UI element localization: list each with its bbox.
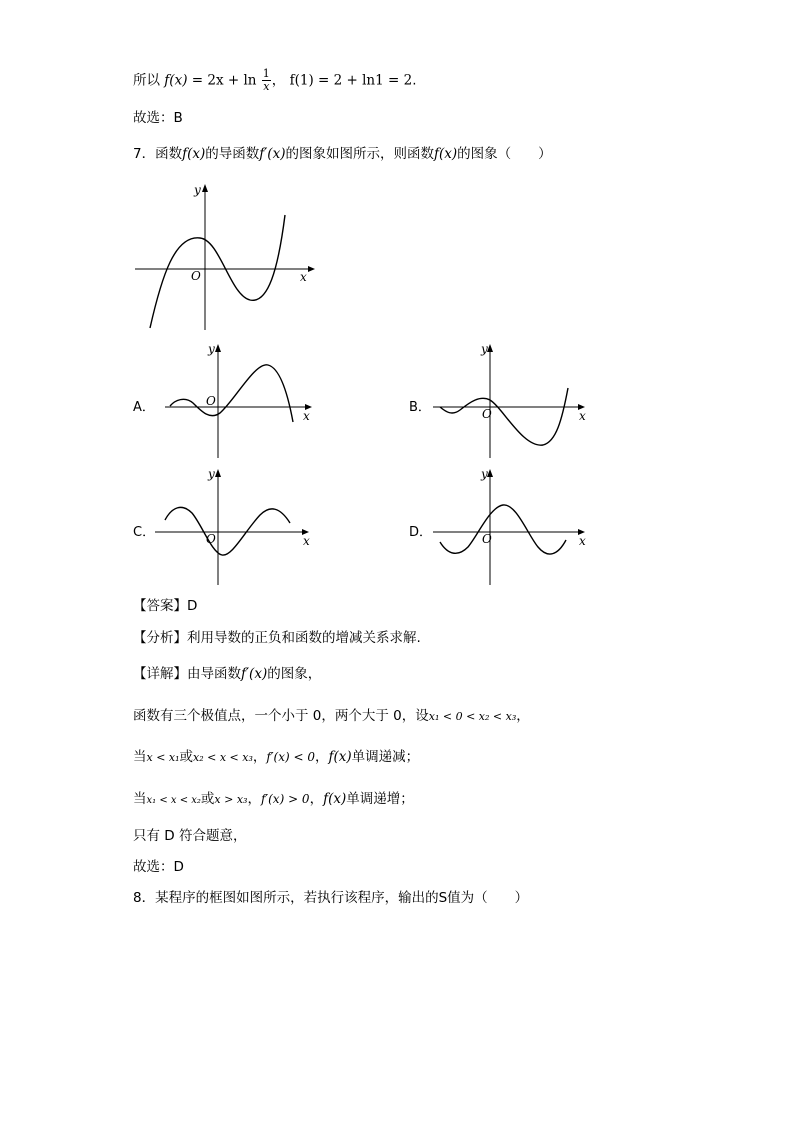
math-fprime-x: f′(x) bbox=[259, 146, 286, 162]
x-axis-label: x bbox=[300, 270, 307, 284]
text-when: 当 bbox=[133, 791, 147, 807]
q7-text-d: 的图象（ ） bbox=[457, 146, 552, 162]
y-axis-arrow bbox=[487, 469, 493, 477]
period: . bbox=[412, 72, 417, 89]
y-axis-label: y bbox=[481, 342, 488, 356]
math-fraction: $\frac{1}{x}$ bbox=[262, 67, 270, 93]
choose-d: 故选：D bbox=[133, 859, 184, 875]
x-axis-arrow bbox=[308, 266, 315, 272]
math-f-one: f(1) = 2 + ln1 = 2 bbox=[289, 72, 413, 89]
separator: ， bbox=[271, 72, 286, 89]
detail-line bbox=[133, 664, 321, 684]
math-range-1: x₁ < x < x₂ bbox=[146, 795, 201, 806]
derivative-curve bbox=[150, 215, 285, 328]
answer-value: D bbox=[187, 598, 198, 614]
math-expression: = 2x + ln bbox=[191, 72, 257, 89]
comma: ， bbox=[315, 749, 329, 765]
text-prefix: 所以 bbox=[133, 72, 160, 89]
y-axis-arrow bbox=[215, 344, 221, 352]
option-a-graph bbox=[160, 340, 315, 460]
math-inequality: x₁ < 0 < x₂ < x₃ bbox=[428, 710, 517, 723]
x-axis-label: x bbox=[579, 534, 586, 548]
y-axis-label: y bbox=[208, 342, 215, 356]
math-range-2: x > x₃ bbox=[214, 793, 248, 806]
q7-text-c: 的图象如图所示，则函数 bbox=[285, 146, 434, 162]
q7-text-a: 7．函数 bbox=[133, 146, 183, 162]
x-axis-label: x bbox=[303, 534, 310, 548]
math-range-1: x < x₁ bbox=[146, 751, 180, 764]
answer-line bbox=[133, 596, 197, 616]
y-axis-arrow bbox=[202, 184, 208, 192]
curve-b bbox=[440, 388, 568, 445]
x-axis-label: x bbox=[303, 409, 310, 423]
extreme-points-line bbox=[133, 706, 530, 727]
derivative-graph bbox=[130, 180, 320, 335]
y-axis-label: y bbox=[481, 467, 488, 481]
question-8: 8．某程序的框图如图所示，若执行该程序，输出的S值为（ ） bbox=[133, 890, 529, 906]
math-range-2: x₂ < x < x₃ bbox=[193, 751, 253, 764]
option-a-label: A． bbox=[133, 400, 155, 415]
option-b-graph bbox=[428, 340, 593, 460]
option-d-graph bbox=[428, 465, 593, 590]
curve-a bbox=[170, 365, 293, 422]
math-fx: f(x) bbox=[323, 791, 347, 807]
x-axis-label: x bbox=[579, 409, 586, 423]
analysis-line bbox=[133, 628, 421, 648]
origin-label: O bbox=[206, 532, 216, 546]
decreasing-line bbox=[133, 747, 419, 768]
y-axis-label: y bbox=[208, 467, 215, 481]
math-derivative-sign: f′(x) > 0 bbox=[260, 792, 310, 806]
comma: ， bbox=[252, 749, 267, 765]
y-axis-label: y bbox=[194, 183, 201, 197]
extreme-text: 函数有三个极值点，一个小于 0，两个大于 0，设 bbox=[133, 708, 429, 724]
math-fx: f(x) bbox=[328, 749, 352, 765]
detail-tag: 【详解】 bbox=[133, 666, 187, 682]
math-derivative-sign: f′(x) < 0 bbox=[266, 750, 316, 764]
option-c-label: C． bbox=[133, 525, 156, 540]
solution-line-f-expression bbox=[133, 68, 416, 93]
detail-text-b: 的图象， bbox=[267, 666, 322, 682]
origin-label: O bbox=[206, 394, 216, 408]
option-c-graph bbox=[150, 465, 315, 590]
origin-label: O bbox=[191, 269, 201, 283]
detail-text-a: 由导函数 bbox=[187, 666, 241, 682]
text-decreasing: 单调递减； bbox=[351, 749, 420, 765]
text-when: 当 bbox=[133, 749, 147, 765]
math-fprime-x: f′(x) bbox=[241, 666, 268, 682]
choose-b: 故选：B bbox=[133, 110, 183, 126]
math-fx: f(x) bbox=[182, 146, 206, 162]
origin-label: O bbox=[482, 407, 492, 421]
increasing-line bbox=[133, 789, 414, 811]
option-d-label: D． bbox=[409, 525, 433, 540]
only-d-line: 只有 D 符合题意， bbox=[133, 828, 247, 844]
option-b-label: B． bbox=[409, 400, 431, 415]
curve-c bbox=[165, 507, 290, 555]
math-f-of-x: f(x) bbox=[164, 72, 188, 89]
origin-label: O bbox=[482, 532, 492, 546]
text-or: 或 bbox=[200, 791, 215, 807]
text-increasing: 单调递增； bbox=[346, 791, 414, 807]
math-fx-2: f(x) bbox=[433, 146, 458, 162]
analysis-tag: 【分析】 bbox=[133, 630, 187, 646]
q7-text-b: 的导函数 bbox=[205, 146, 260, 162]
answer-tag: 【答案】 bbox=[133, 598, 187, 614]
curve-d bbox=[440, 505, 566, 554]
y-axis-arrow bbox=[487, 344, 493, 352]
text-or: 或 bbox=[179, 749, 194, 765]
comma: ， bbox=[309, 791, 324, 807]
y-axis-arrow bbox=[215, 469, 221, 477]
comma: ， bbox=[247, 791, 261, 807]
question-7 bbox=[133, 144, 552, 164]
analysis-text: 利用导数的正负和函数的增减关系求解. bbox=[187, 630, 421, 646]
comma: ， bbox=[516, 708, 530, 724]
